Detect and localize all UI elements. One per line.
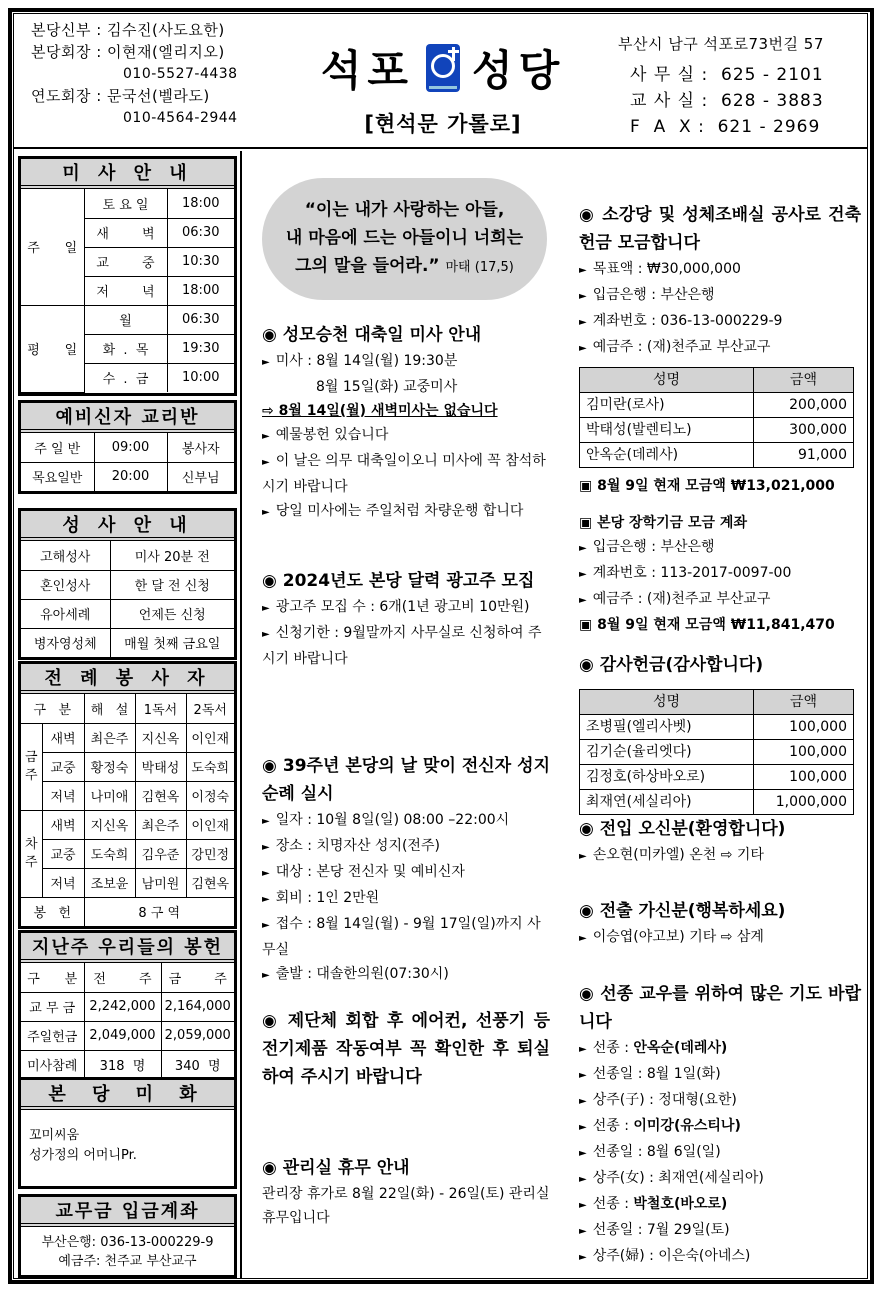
sacrament-info: 언제든 신청 — [110, 599, 234, 628]
beautify-box — [18, 1077, 237, 1189]
server-name: 이인재 — [186, 810, 234, 839]
donor-name: 조병필(엘리사벳) — [580, 715, 754, 740]
notice-title: ◉ 감사헌금(감사합니다) — [579, 655, 764, 675]
parishioner-entry: 손오현(미카엘) 온천 ⇨ 기타 — [592, 847, 764, 863]
sacrament-info: 매월 첫째 금요일 — [110, 628, 234, 657]
building-total: ▣ 8월 9일 현재 모금액 ₩13,021,000 — [579, 478, 835, 494]
server-name: 도숙희 — [186, 752, 234, 781]
quote-reference: 마태 (17,5) — [445, 260, 514, 275]
server-name: 이인재 — [186, 723, 234, 752]
bullet-icon: ► — [579, 1200, 587, 1211]
server-name: 나미애 — [84, 781, 135, 810]
server-name: 강민정 — [186, 839, 234, 868]
header-cell: 해 설 — [84, 694, 135, 723]
notice-warning: ⇨ 8월 14일(월) 새벽미사는 없습니다 — [262, 403, 498, 419]
server-name: 김현옥 — [186, 868, 234, 897]
notice-title: ◉ 관리실 휴무 안내 — [262, 1158, 410, 1178]
server-name: 남미원 — [135, 868, 186, 897]
bullet-icon: ► — [579, 1226, 587, 1237]
bullet-icon: ► — [579, 1122, 587, 1133]
notice-line: 출발 : 대솔한의원(07:30시) — [275, 966, 449, 982]
header-cell: 금 주 — [161, 963, 234, 992]
donor-amount: 100,000 — [754, 765, 854, 790]
notice-line: 예물봉헌 있습니다 — [275, 427, 389, 443]
box-title: 예비신자 교리반 — [21, 403, 234, 433]
bullet-icon: ► — [262, 431, 270, 442]
server-name: 박태성 — [135, 752, 186, 781]
notice-assumption — [262, 321, 550, 525]
class-time: 09:00 — [94, 433, 167, 462]
beautify-group: 꼬미씨움 — [29, 1128, 80, 1143]
server-name: 김현옥 — [135, 781, 186, 810]
notice-line: 광고주 모집 수 : 6개(1년 광고비 10만원) — [275, 599, 530, 615]
donor-amount: 100,000 — [754, 715, 854, 740]
mass-time: 18:00 — [167, 276, 234, 305]
sacrament-name: 병자영성체 — [21, 628, 110, 657]
offering-label: 봉 헌 — [21, 897, 84, 926]
prev-week-value: 2,242,000 — [84, 992, 161, 1021]
sacrament-name: 유아세례 — [21, 599, 110, 628]
account-holder: 예금주 : (재)천주교 부산교구 — [592, 591, 771, 607]
server-name: 지신옥 — [84, 810, 135, 839]
account-holder: 예금주: 천주교 부산교구 — [58, 1254, 197, 1269]
donor-amount: 91,000 — [754, 443, 854, 468]
donor-name: 안옥순(데레사) — [580, 443, 754, 468]
notice-title: ◉ 제단체 회합 후 에어컨, 선풍기 등 전기제품 작동여부 꼭 확인한 후 퇴실하여 주시기 바랍니다 — [262, 1011, 550, 1087]
mass-time: 06:30 — [167, 218, 234, 247]
council-president: 본당회장 : 이현재(엘리지오) — [31, 43, 225, 61]
parishioner-entry: 이승엽(야고보) 기타 ⇨ 삼계 — [592, 929, 764, 945]
prev-week-value: 2,049,000 — [84, 1021, 161, 1050]
notice-pilgrimage — [262, 752, 550, 988]
mass-name: 토 요 일 — [84, 189, 167, 218]
header — [13, 13, 868, 149]
deceased-name: 이미강(유스티나) — [633, 1118, 741, 1134]
server-name: 최은주 — [135, 810, 186, 839]
middle-column — [244, 151, 566, 1279]
quote-line: 그의 말을 들어라.” — [295, 256, 440, 276]
title-right: 성당 — [472, 46, 566, 95]
bullet-icon: ► — [262, 868, 270, 879]
server-name: 도숙희 — [84, 839, 135, 868]
server-name: 지신옥 — [135, 723, 186, 752]
notice-title: ◉ 39주년 본당의 날 맞이 전신자 성지순례 실시 — [262, 756, 550, 804]
offerings-box — [18, 930, 237, 1082]
mass-name: 저 녁 — [84, 276, 167, 305]
bullet-icon: ► — [262, 920, 270, 931]
notice-title: ◉ 선종 교우를 위하여 많은 기도 바랍니다 — [579, 984, 861, 1032]
quote-line: 내 마음에 드는 아들이니 너희는 — [285, 228, 524, 248]
notice-office — [262, 1154, 550, 1230]
bullet-icon: ► — [579, 595, 587, 606]
notice-electric — [262, 1007, 550, 1091]
right-column — [566, 151, 868, 1279]
notice-title: ◉ 전입 오신분(환영합니다) — [579, 819, 786, 839]
building-fund — [579, 201, 861, 498]
bullet-icon: ► — [262, 842, 270, 853]
bullet-icon: ► — [262, 507, 270, 518]
box-title: 교무금 입금계좌 — [21, 1197, 234, 1227]
account-number: 계좌번호 : 113-2017-0097-00 — [592, 565, 792, 581]
bullet-icon: ► — [579, 569, 587, 580]
chief-mourner: 상주(子) : 정대형(요한) — [592, 1092, 737, 1108]
box-title: 지난주 우리들의 봉헌 — [21, 933, 234, 963]
bullet-icon: ► — [262, 894, 270, 905]
prayer-president: 연도회장 : 문국선(벨라도) — [31, 87, 210, 105]
donor-name: 박태성(발렌티노) — [580, 418, 754, 443]
goal-amount: 목표액 : ₩30,000,000 — [592, 261, 741, 277]
notice-line: 관리장 휴가로 8월 22일(화) - 26일(토) 관리실 휴무입니다 — [262, 1186, 550, 1226]
notice-line: 접수 : 8월 14일(월) - 9월 17일(일)까지 사무실 — [262, 916, 541, 958]
notice-line: 일자 : 10월 8일(일) 08:00 –22:00시 — [275, 812, 510, 828]
sacrament-name: 고해성사 — [21, 541, 110, 570]
notice-line: 장소 : 치명자산 성지(전주) — [275, 838, 440, 854]
notice-line: 8월 15일(화) 교중미사 — [316, 379, 458, 395]
notice-line: 신청기한 : 9월말까지 사무실로 신청하여 주시기 바랍니다 — [262, 625, 542, 667]
class-name: 주 일 반 — [21, 433, 94, 462]
notice-line: 당일 미사에는 주일처럼 차량운행 합니다 — [275, 503, 524, 519]
notice-title: ◉ 2024년도 본당 달력 광고주 모집 — [262, 571, 535, 591]
bullet-icon: ► — [579, 1096, 587, 1107]
bullet-icon: ► — [579, 1044, 587, 1055]
bullet-icon: ► — [579, 1148, 587, 1159]
bullet-icon: ► — [579, 317, 587, 328]
scholarship-fund — [579, 511, 861, 637]
bullet-icon: ► — [262, 629, 270, 640]
mass-name: 교 중 — [84, 247, 167, 276]
mass-time: 06:30 — [167, 305, 234, 334]
staff-info — [31, 19, 238, 129]
bullet-icon: ► — [579, 265, 587, 276]
donor-name: 최재연(세실리아) — [580, 790, 754, 815]
server-name: 조보윤 — [84, 868, 135, 897]
header-cell: 2독서 — [186, 694, 234, 723]
address: 부산시 남구 석포로73번길 57 — [618, 35, 824, 53]
notice-calendar — [262, 567, 550, 671]
header-cell: 1독서 — [135, 694, 186, 723]
mass-time: 10:30 — [167, 247, 234, 276]
donor-name: 김정호(하상바오로) — [580, 765, 754, 790]
offering-type: 주일헌금 — [21, 1021, 84, 1050]
this-week-value: 340 명 — [161, 1050, 234, 1079]
mass-time: 18:00 — [167, 189, 234, 218]
header-cell: 구 분 — [21, 963, 84, 992]
header-cell: 성명 — [580, 690, 754, 715]
liturgy-servers-box — [18, 661, 237, 929]
mass-slot: 저녁 — [42, 781, 84, 810]
deceased-prayers — [579, 980, 861, 1270]
prayer-president-phone: 010-4564-2944 — [123, 110, 238, 126]
deceased-label: 선종 : — [592, 1196, 634, 1212]
mass-name: 월 — [84, 305, 167, 334]
box-title: 성 사 안 내 — [21, 511, 234, 541]
scripture-quote — [262, 178, 547, 300]
move-in — [579, 815, 861, 869]
box-title: 미 사 안 내 — [21, 159, 234, 189]
office-phone: 사 무 실 : 625 - 2101 — [630, 65, 824, 85]
council-president-phone: 010-5527-4438 — [123, 66, 238, 82]
this-week-label: 금주 — [21, 723, 42, 810]
building-donors-table — [579, 367, 854, 468]
fax: F A X : 621 - 2969 — [630, 117, 821, 137]
box-title: 전 례 봉 사 자 — [21, 664, 234, 694]
donor-amount: 300,000 — [754, 418, 854, 443]
servers-table — [21, 694, 234, 926]
bullet-icon: ► — [579, 1252, 587, 1263]
sacrament-name: 혼인성사 — [21, 570, 110, 599]
class-time: 20:00 — [94, 462, 167, 491]
mass-table — [21, 189, 234, 393]
beautify-group: 성가정의 어머니Pr. — [29, 1148, 137, 1163]
server-name: 황정숙 — [84, 752, 135, 781]
bullet-icon: ► — [579, 1174, 587, 1185]
scholarship-total: ▣ 8월 9일 현재 모금액 ₩11,841,470 — [579, 617, 835, 633]
prev-week-value: 318 명 — [84, 1050, 161, 1079]
account-number: 계좌번호 : 036-13-000229-9 — [592, 313, 783, 329]
sunday-label: 주 일 — [21, 189, 84, 305]
header-cell: 구 분 — [21, 694, 84, 723]
teacher-phone: 교 사 실 : 628 - 3883 — [630, 91, 824, 111]
this-week-value: 2,164,000 — [161, 992, 234, 1021]
mass-name: 화 . 목 — [84, 334, 167, 363]
bullet-icon: ► — [262, 970, 270, 981]
deceased-name: 안옥순(데레사) — [633, 1040, 728, 1056]
donor-amount: 200,000 — [754, 393, 854, 418]
church-logo-icon — [426, 44, 460, 92]
mass-name: 새 벽 — [84, 218, 167, 247]
this-week-value: 2,059,000 — [161, 1021, 234, 1050]
server-name: 김우준 — [135, 839, 186, 868]
mass-slot: 교중 — [42, 752, 84, 781]
bullet-icon: ► — [262, 457, 270, 468]
notice-title: ◉ 소강당 및 성체조배실 공사로 건축헌금 모금합니다 — [579, 205, 861, 253]
donor-name: 김기순(율리엣다) — [580, 740, 754, 765]
mass-name: 수 . 금 — [84, 363, 167, 392]
account-box — [18, 1194, 237, 1278]
pastor: 본당신부 : 김수진(사도요한) — [31, 21, 225, 39]
mass-slot: 저녁 — [42, 868, 84, 897]
bank: 입금은행 : 부산은행 — [592, 287, 715, 303]
bank-account: 부산은행: 036-13-000229-9 — [41, 1235, 214, 1250]
catechumen-box — [18, 400, 237, 494]
notice-title: ▣ 본당 장학기금 모금 계좌 — [579, 515, 747, 531]
server-name: 이정숙 — [186, 781, 234, 810]
bullet-icon: ► — [262, 603, 270, 614]
bullet-icon: ► — [262, 816, 270, 827]
mass-time: 10:00 — [167, 363, 234, 392]
mass-schedule-box — [18, 156, 237, 396]
bullet-icon: ► — [579, 343, 587, 354]
patron-saint: [현석문 가롤로] — [364, 112, 522, 136]
mass-slot: 교중 — [42, 839, 84, 868]
account-holder: 예금주 : (재)천주교 부산교구 — [592, 339, 771, 355]
chief-mourner: 상주(婦) : 이은숙(아네스) — [592, 1248, 751, 1264]
mass-slot: 새벽 — [42, 723, 84, 752]
bullet-icon: ► — [579, 1070, 587, 1081]
notice-line: 이 날은 의무 대축일이오니 미사에 꼭 참석하시기 바랍니다 — [262, 453, 546, 495]
deceased-date: 선종일 : 8월 6일(일) — [592, 1144, 721, 1160]
notice-line: 회비 : 1인 2만원 — [275, 890, 380, 906]
account-info — [21, 1227, 234, 1275]
offerings-table — [21, 963, 234, 1079]
donor-name: 김미란(로사) — [580, 393, 754, 418]
bullet-icon: ► — [579, 933, 587, 944]
class-teacher: 봉사자 — [167, 433, 234, 462]
bank: 입금은행 : 부산은행 — [592, 539, 715, 555]
sacrament-info: 미사 20분 전 — [110, 541, 234, 570]
contact-info — [618, 33, 824, 140]
sacraments-box — [18, 508, 237, 660]
sacraments-table — [21, 541, 234, 657]
donor-amount: 1,000,000 — [754, 790, 854, 815]
class-name: 목요일반 — [21, 462, 94, 491]
deceased-name: 박철호(바오로) — [633, 1196, 728, 1212]
class-teacher: 신부님 — [167, 462, 234, 491]
sacrament-info: 한 달 전 신청 — [110, 570, 234, 599]
next-week-label: 차주 — [21, 810, 42, 897]
notice-line: 대상 : 본당 전신자 및 예비신자 — [275, 864, 465, 880]
beautify-list — [21, 1110, 234, 1176]
box-title: 본 당 미 화 — [21, 1080, 234, 1110]
header-cell: 성명 — [580, 368, 754, 393]
header-cell: 금액 — [754, 690, 854, 715]
catechumen-table — [21, 433, 234, 491]
weekday-label: 평 일 — [21, 305, 84, 392]
notice-title: ◉ 성모승천 대축일 미사 안내 — [262, 325, 482, 345]
deceased-label: 선종 : — [592, 1040, 634, 1056]
move-out — [579, 897, 861, 951]
bullet-icon: ► — [579, 851, 587, 862]
notice-line: 미사 : 8월 14일(월) 19:30분 — [275, 353, 458, 369]
notice-title: ◉ 전출 가신분(행복하세요) — [579, 901, 786, 921]
server-name: 최은주 — [84, 723, 135, 752]
title-left: 석포 — [320, 46, 414, 95]
deceased-date: 선종일 : 7월 29일(토) — [592, 1222, 730, 1238]
chief-mourner: 상주(女) : 최재연(세실리아) — [592, 1170, 764, 1186]
quote-line: “이는 내가 사랑하는 아들, — [304, 200, 505, 220]
bullet-icon: ► — [579, 291, 587, 302]
thanks-offering — [579, 651, 861, 821]
donor-amount: 100,000 — [754, 740, 854, 765]
offering-type: 미사참례 — [21, 1050, 84, 1079]
thanks-donors-table — [579, 689, 854, 815]
bullet-icon: ► — [579, 543, 587, 554]
mass-time: 19:30 — [167, 334, 234, 363]
header-cell: 전 주 — [84, 963, 161, 992]
offering-type: 교 무 금 — [21, 992, 84, 1021]
offering-value: 8 구 역 — [84, 897, 234, 926]
deceased-date: 선종일 : 8월 1일(화) — [592, 1066, 721, 1082]
church-title — [318, 38, 568, 98]
mass-slot: 새벽 — [42, 810, 84, 839]
left-sidebar — [13, 151, 242, 1279]
bullet-icon: ► — [262, 357, 270, 368]
header-cell: 금액 — [754, 368, 854, 393]
deceased-label: 선종 : — [592, 1118, 634, 1134]
